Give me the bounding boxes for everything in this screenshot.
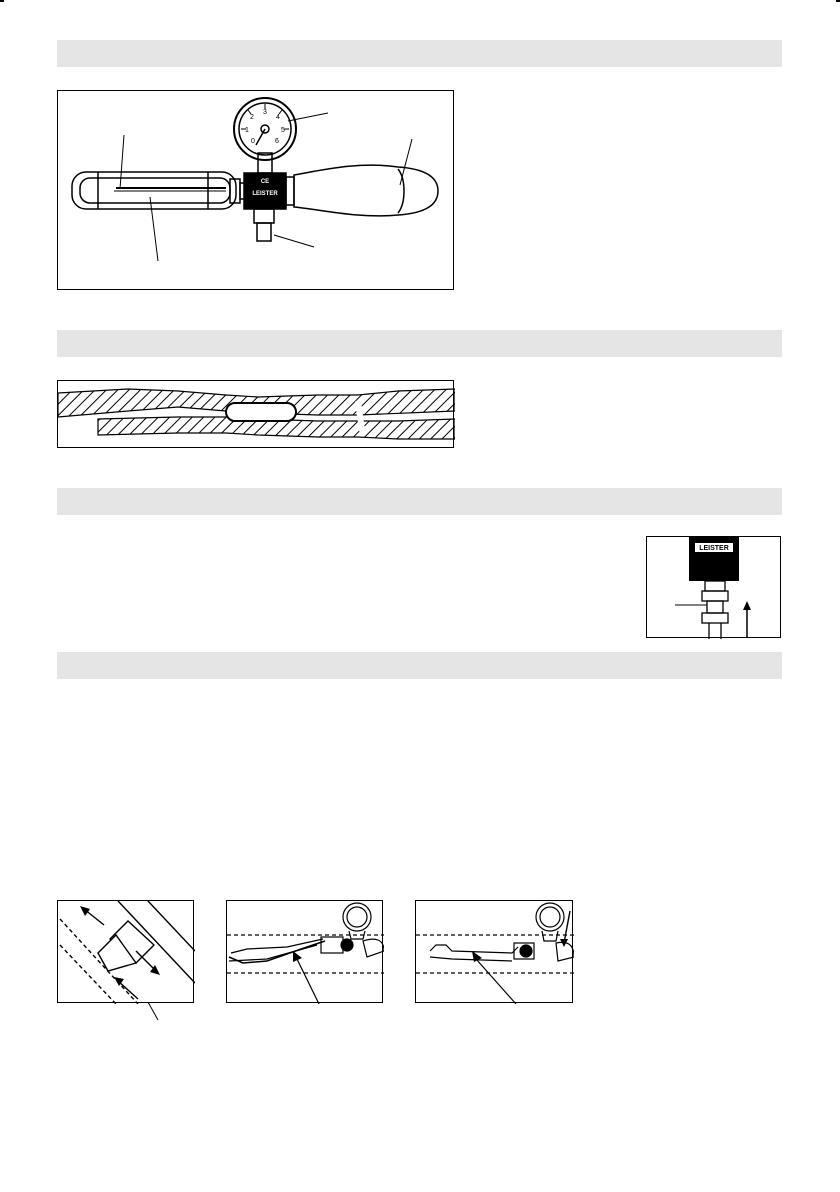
step-figure-1-drawing <box>58 901 195 1004</box>
testing-device-figure <box>57 90 454 290</box>
testing-device-drawing <box>58 91 455 291</box>
valve-drawing <box>647 537 782 639</box>
device-brand-text: LEISTER <box>252 191 278 197</box>
section-bar-4 <box>57 652 782 679</box>
section-bar-1 <box>57 40 782 67</box>
valve-brand-text: LEISTER <box>699 545 729 552</box>
gauge-number-5: 5 <box>281 127 285 134</box>
gauge-number-4: 4 <box>276 114 280 121</box>
gauge-number-6: 6 <box>275 138 279 145</box>
section-bar-3 <box>57 488 782 515</box>
step-figure-3 <box>415 900 573 1003</box>
step-figure-1 <box>57 900 194 1003</box>
step-figure-1-pointer <box>146 1002 166 1022</box>
section-bar-2 <box>57 330 782 357</box>
step-figure-2-drawing <box>227 901 384 1004</box>
step-figure-3-drawing <box>416 901 574 1004</box>
seam-cross-section-figure <box>57 380 454 448</box>
corner-mark-right <box>836 0 840 2</box>
ce-mark: CE <box>260 179 270 185</box>
gauge-number-3: 3 <box>263 109 267 116</box>
valve-figure <box>646 536 781 638</box>
seam-cross-section-drawing <box>58 381 455 449</box>
gauge-number-1: 1 <box>245 127 249 134</box>
step-figure-2 <box>226 900 383 1003</box>
gauge-number-2: 2 <box>250 114 254 121</box>
corner-mark-left <box>0 0 4 2</box>
gauge-number-0: 0 <box>251 138 255 145</box>
